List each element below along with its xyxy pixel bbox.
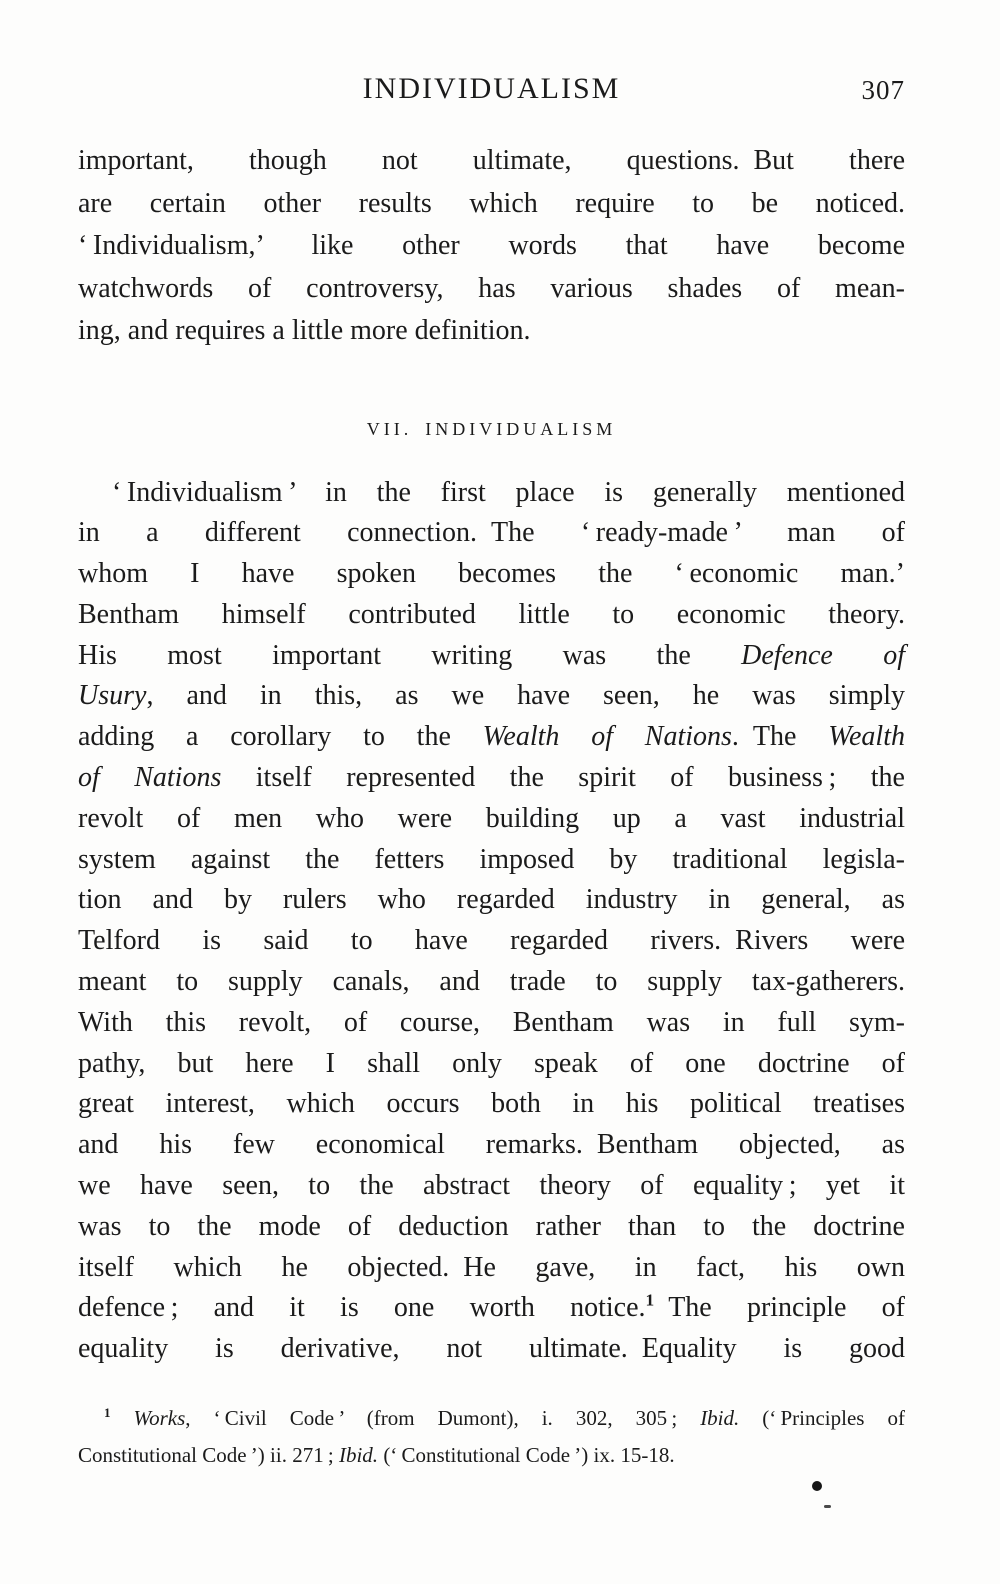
text-line — [78, 717, 905, 758]
text-segment: Constitutional Code ’) ii. 271 ; — [78, 1443, 339, 1468]
text-line: ing, and requires a little more definition. — [78, 315, 531, 346]
text-line — [78, 636, 905, 677]
footnote-reference-1: 1 — [645, 1291, 655, 1311]
text-line: ‘ Individualism ’ in the first place is generally mentioned — [112, 476, 905, 508]
text-segment: itself represented the spirit of business ; the — [221, 762, 905, 794]
text-line: Telford is said to have regarded rivers. Rivers were — [78, 925, 905, 957]
footnote-line — [78, 1437, 905, 1474]
text-line: and his few economical remarks. Bentham objected, as — [78, 1129, 905, 1161]
text-line: With this revolt, of course, Bentham was in full sym- — [78, 1006, 905, 1038]
text-line: whom I have spoken becomes the ‘ economic man.’ — [78, 558, 905, 590]
text-line: we have seen, to the abstract theory of equality ; yet it — [78, 1170, 905, 1202]
text-segment: defence ; and it is one worth notice. — [78, 1292, 646, 1324]
text-line — [78, 676, 905, 717]
text-line — [78, 758, 905, 799]
text-segment: , and in this, as we have seen, he was simply — [146, 680, 905, 712]
text-segment: His most important writing was the — [78, 639, 742, 671]
italic-book-title: Usury — [78, 680, 147, 712]
text-line: was to the mode of deduction rather than to the doctrine — [78, 1210, 905, 1242]
paragraph-continuation — [78, 140, 905, 353]
italic-ibid: Ibid. — [338, 1443, 379, 1468]
italic-book-title: of Nations — [78, 762, 222, 794]
text-line: are certain other results which require to be noticed. — [78, 187, 905, 219]
text-line — [78, 1288, 905, 1329]
section-heading: VII. INDIVIDUALISM — [366, 418, 617, 439]
text-segment: , ‘ Civil Code ’ (from Dumont), i. 302, 305 ; — [185, 1406, 701, 1431]
text-line: Bentham himself contributed little to economic theory. — [78, 598, 905, 630]
text-line: tion and by rulers who regarded industry in general, as — [78, 884, 905, 916]
text-line: revolt of men who were building up a vast industrial — [78, 802, 905, 834]
text-segment: . The — [731, 721, 829, 753]
italic-book-title: Defence of — [741, 639, 905, 671]
text-segment: The principle of — [654, 1292, 905, 1324]
italic-book-title: Wealth — [828, 721, 905, 753]
italic-work-title: Works — [110, 1406, 186, 1431]
text-line: watchwords of controversy, has various shades of mean- — [78, 272, 905, 304]
text-line: in a different connection. The ‘ ready-made ’ man of — [78, 517, 905, 549]
text-line: system against the fetters imposed by traditional legisla- — [78, 843, 905, 875]
footnote — [78, 1400, 905, 1474]
text-line: equality is derivative, not ultimate. Equality is good — [78, 1333, 905, 1365]
text-line: great interest, which occurs both in his political treatises — [78, 1088, 905, 1120]
running-head — [78, 72, 905, 110]
text-segment: adding a corollary to the — [78, 721, 483, 753]
page-number: 307 — [861, 75, 905, 105]
main-paragraph — [78, 473, 905, 1371]
italic-book-title: Wealth of Nations — [482, 721, 732, 753]
text-line: meant to supply canals, and trade to supply tax-gatherers. — [78, 966, 905, 998]
ink-dot-artifact — [812, 1481, 822, 1491]
footnote-marker-1: 1 — [104, 1405, 111, 1421]
text-line: important, though not ultimate, questions. But there — [78, 145, 905, 176]
page-title: INDIVIDUALISM — [362, 72, 621, 105]
text-line: ‘ Individualism,’ like other words that have become — [78, 230, 905, 261]
italic-ibid: Ibid. — [700, 1406, 740, 1431]
text-line: pathy, but here I shall only speak of one doctrine of — [78, 1047, 905, 1079]
text-segment: (‘ Principles of — [739, 1406, 905, 1431]
footnote-line — [78, 1400, 905, 1437]
ink-dash-artifact — [824, 1505, 831, 1508]
text-segment: (‘ Constitutional Code ’) ix. 15-18. — [378, 1443, 675, 1468]
text-line: itself which he objected. He gave, in fact, his own — [78, 1251, 905, 1283]
